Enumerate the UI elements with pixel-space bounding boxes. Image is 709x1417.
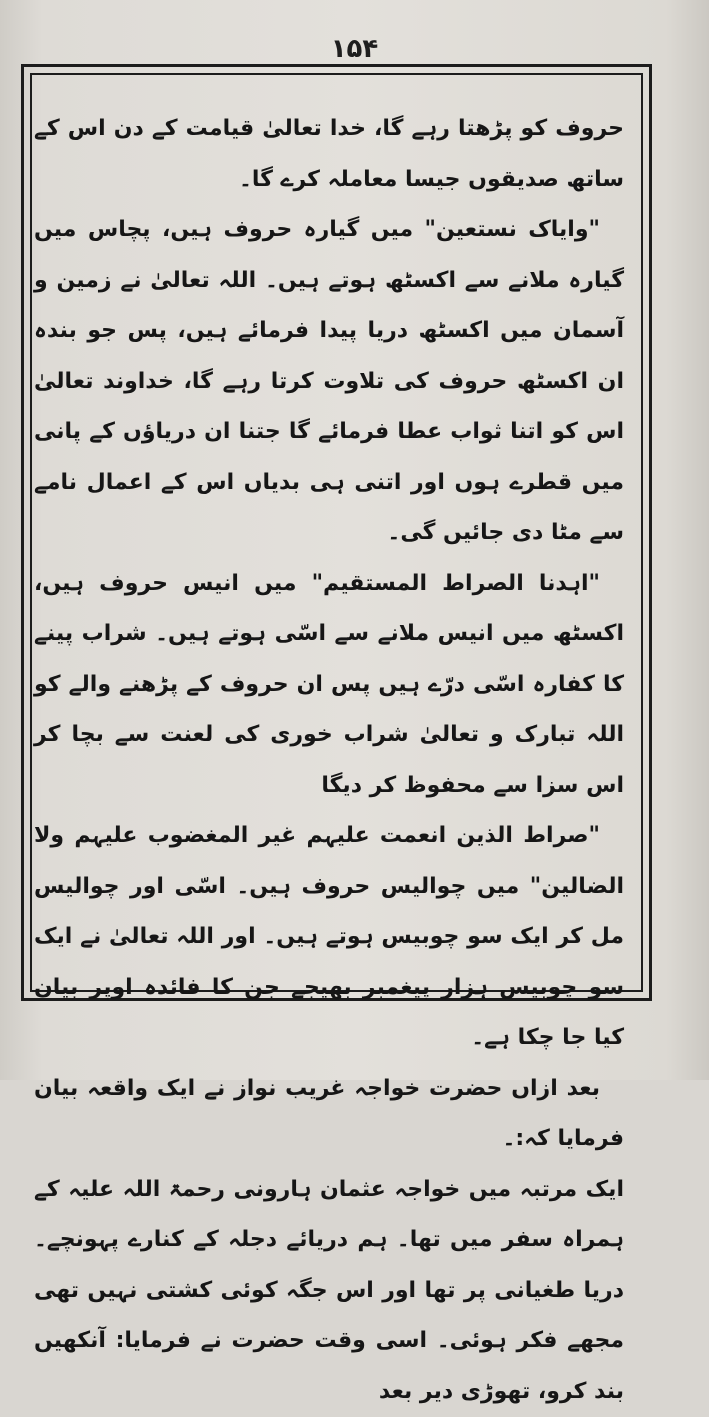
paragraph: ایک مرتبہ میں خواجہ عثمان ہارونی رحمۃ اللہ علیہ کے ہمراہ سفر میں تھا۔ ہم دریائے دجلہ کے کنارے پہونچے۔ دریا طغیانی پر تھا اور اس جگہ کوئی کشتی نہیں تھی مجھے فکر ہوئی۔ اسی وقت حضرت نے فرمایا: آنکھیں بند کرو، تھوڑی دیر بعد: [34, 1165, 624, 1417]
body-text: [34, 104, 624, 1417]
paragraph: حروف کو پڑھتا رہے گا، خدا تعالیٰ قیامت کے دن اس کے ساتھ صدیقوں جیسا معاملہ کرے گا۔: [34, 104, 624, 205]
page-number: ۱۵۴: [0, 34, 709, 64]
paragraph: "وایاک نستعین" میں گیارہ حروف ہیں، پچاس میں گیارہ ملانے سے اکسٹھ ہوتے ہیں۔ اللہ تعالیٰ نے زمین و آسمان میں اکسٹھ دریا پیدا فرمائے ہیں، پس جو بندہ ان اکسٹھ حروف کی تلاوت کرتا رہے گا، خداوند تعالیٰ اس کو اتنا ثواب عطا فرمائے گا جتنا ان دریاؤں کے پانی میں قطرے ہوں اور اتنی ہی بدیاں اس کے اعمال نامے سے مٹا دی جائیں گی۔: [34, 205, 624, 559]
paragraph: "صراط الذین انعمت علیہم غیر المغضوب علیہم ولا الضالین" میں چوالیس حروف ہیں۔ اسّی اور چوالیس مل کر ایک سو چوبیس ہوتے ہیں۔ اور اللہ تعالیٰ نے ایک سو چوبیس ہزار پیغمبر بھیجے جن کا فائدہ اوپر بیان کیا جا چکا ہے۔: [34, 811, 624, 1064]
paragraph: بعد ازاں حضرت خواجہ غریب نواز نے ایک واقعہ بیان فرمایا کہ:۔: [34, 1064, 624, 1165]
paragraph: "اہدنا الصراط المستقیم" میں انیس حروف ہیں، اکسٹھ میں انیس ملانے سے اسّی ہوتے ہیں۔ شراب پینے کا کفارہ اسّی درّے ہیں پس ان حروف کے پڑھنے والے کو اللہ تبارک و تعالیٰ شراب خوری کی لعنت سے بچا کر اس سزا سے محفوظ کر دیگا: [34, 559, 624, 812]
